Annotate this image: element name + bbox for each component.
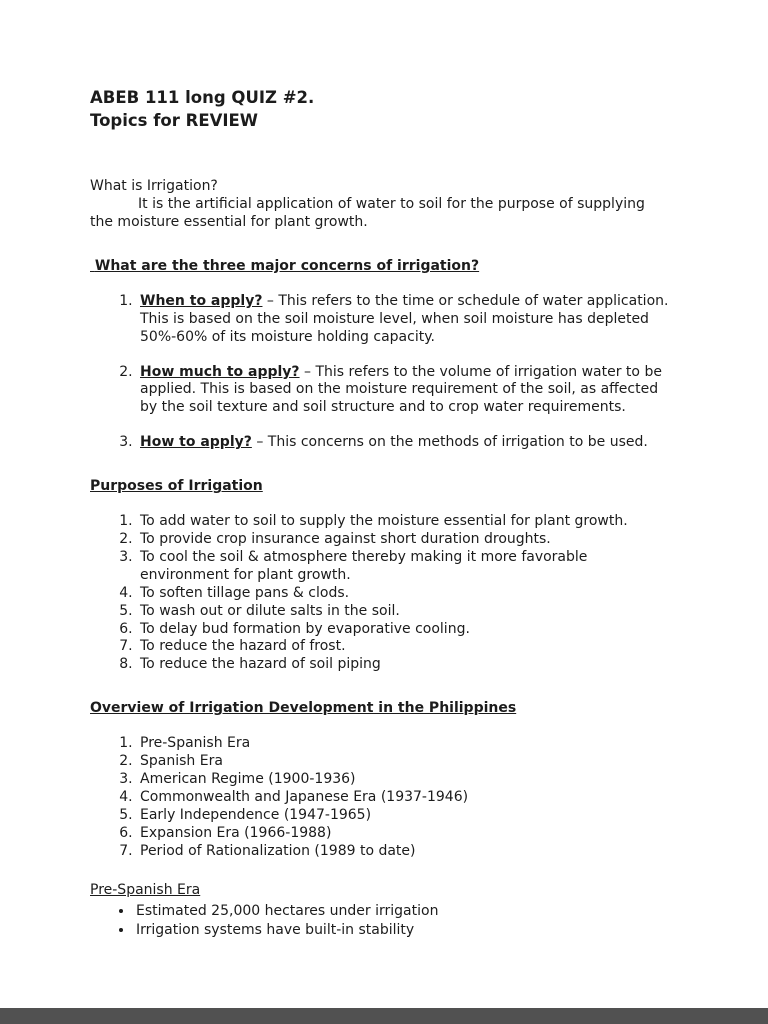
list-item [137,434,670,452]
list-item: 5. Early Independence (1947-1965) [137,807,670,825]
intro-answer: It is the artificial application of water to soil for the purpose of supplying the moisture essential for plant growth. [90,196,645,230]
item-lead: How much to apply? [140,363,300,380]
section-heading-purposes: Purposes of Irrigation [90,478,263,495]
list-item [137,293,670,347]
concerns-list [90,293,670,452]
list-item: 1. To add water to soil to supply the moisture essential for plant growth. [137,513,670,531]
list-item: 8. To reduce the hazard of soil piping [137,656,670,674]
pre-spanish-bullet-list [90,903,670,940]
list-item: 4. To soften tillage pans & clods. [137,585,670,603]
list-item: 2. To provide crop insurance against short duration droughts. [137,531,670,549]
section-heading-concerns: What are the three major concerns of irrigation? [90,257,480,274]
item-lead: How to apply? [140,434,252,451]
list-item: 7. Period of Rationalization (1989 to date) [137,843,670,861]
section-heading-overview: Overview of Irrigation Development in the Philippines [90,700,517,717]
list-item: • Estimated 25,000 hectares under irrigation [134,903,670,921]
item-text: – This refers to the time or schedule of water application. This is based on the soil moisture level, when soil moisture has depleted 50%-60% of its moisture holding capacity. [140,292,669,345]
list-item: 2. Spanish Era [137,753,670,771]
list-item: 4. Commonwealth and Japanese Era (1937-1946) [137,789,670,807]
item-lead: When to apply? [140,292,263,309]
list-item: 6. Expansion Era (1966-1988) [137,825,670,843]
list-item: • Irrigation systems have built-in stability [134,922,670,940]
purposes-list [90,513,670,674]
list-item: 6. To delay bud formation by evaporative cooling. [137,621,670,639]
list-item: 5. To wash out or dilute salts in the soil. [137,603,670,621]
doc-title [90,86,670,132]
intro-question: What is Irrigation? [90,178,218,195]
list-item: 1. Pre-Spanish Era [137,735,670,753]
list-item [137,364,670,418]
list-item: 7. To reduce the hazard of frost. [137,638,670,656]
overview-list [90,735,670,860]
item-text: – This concerns on the methods of irrigation to be used. [256,434,648,451]
doc-title-line-2: Topics for REVIEW [90,111,258,131]
viewer-footer-bar [0,1008,768,1024]
item-text: – This refers to the volume of irrigation water to be applied. This is based on the moisture requirement of the soil, as affected by the soil texture and soil structure and to crop water requirements. [140,363,662,416]
sub-heading-pre-spanish: Pre-Spanish Era [90,882,201,899]
list-item: 3. To cool the soil & atmosphere thereby making it more favorable environment for plant growth. [137,549,670,585]
list-item: 3. American Regime (1900-1936) [137,771,670,789]
doc-title-line-1: ABEB 111 long QUIZ #2. [90,88,315,107]
